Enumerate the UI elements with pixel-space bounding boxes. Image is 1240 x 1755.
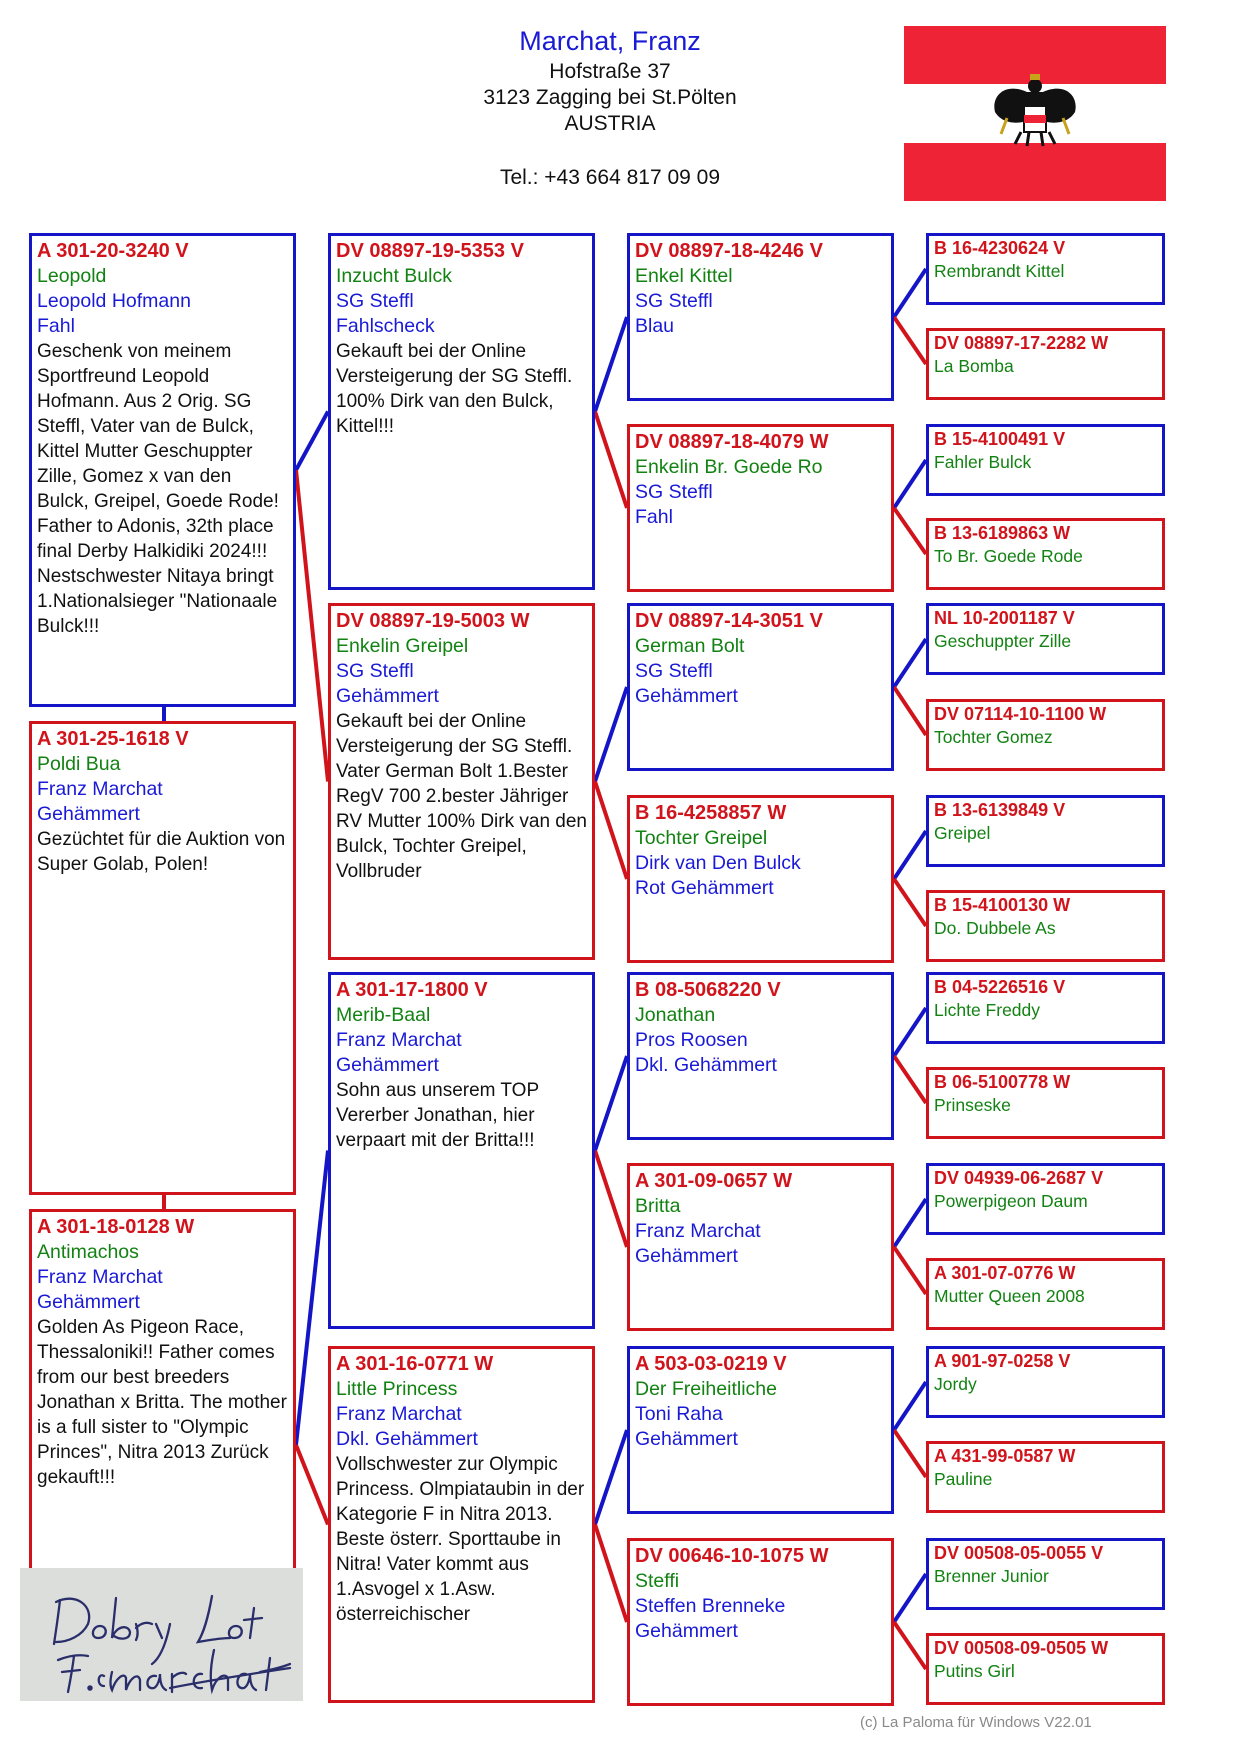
pigeon-ring: A 301-07-0776 W [934, 1263, 1076, 1283]
connector-to-father [894, 639, 926, 687]
pigeon-card-gg9 [926, 972, 1165, 1044]
pigeon-ring: DV 08897-19-5353 V [336, 240, 524, 262]
pigeon-ring: A 301-25-1618 V [37, 728, 189, 750]
pigeon-breeder: Leopold Hofmann [37, 290, 191, 312]
pigeon-colour: Fahlscheck [336, 315, 435, 337]
pigeon-ring: A 503-03-0219 V [635, 1353, 787, 1375]
connector-to-father [296, 412, 328, 471]
pigeon-card-p2 [328, 603, 595, 960]
pigeon-ring: A 301-09-0657 W [635, 1170, 793, 1192]
pigeon-card-g8 [627, 1538, 894, 1706]
pigeon-name: Little Princess [336, 1378, 458, 1400]
pigeon-ring: DV 04939-06-2687 V [934, 1168, 1104, 1188]
pigeon-ring: DV 00508-05-0055 V [934, 1543, 1104, 1563]
pigeon-card-gg10 [926, 1067, 1165, 1139]
connector-to-mother [894, 1622, 926, 1669]
pigeon-ring: A 901-97-0258 V [934, 1351, 1071, 1371]
pigeon-ring: DV 00646-10-1075 W [635, 1545, 829, 1567]
pigeon-ring: A 301-17-1800 V [336, 979, 488, 1001]
pigeon-colour: Rot Gehämmert [635, 877, 774, 899]
pigeon-card-p3 [328, 972, 595, 1329]
pigeon-remark: Gezüchtet für die Auktion von Super Golab, Polen! [37, 829, 286, 875]
connector-to-mother [595, 782, 627, 880]
pigeon-card-gg1 [926, 233, 1165, 305]
pigeon-colour: Gehämmert [635, 685, 738, 707]
pigeon-card-gg7 [926, 795, 1165, 867]
signature-image [20, 1568, 303, 1701]
pigeon-name: Enkel Kittel [635, 265, 733, 287]
pigeon-card-main1 [29, 233, 296, 707]
pigeon-breeder: Franz Marchat [336, 1403, 462, 1425]
connector-to-father [595, 1430, 627, 1525]
pigeon-colour: Gehämmert [635, 1245, 738, 1267]
pigeon-name: Mutter Queen 2008 [934, 1286, 1085, 1306]
pigeon-card-gg16 [926, 1633, 1165, 1705]
pigeon-remark: Golden As Pigeon Race, Thessaloniki!! Father comes from our best breeders Jonathan x Britta. The mother is a full sister to "Olympic Princes", Nitra 2013 Zurück gekauft!!! [37, 1317, 287, 1488]
pigeon-remark: Gekauft bei der Online Versteigerung der SG Steffl. 100% Dirk van den Bulck, Kittel!!! [336, 341, 573, 437]
pigeon-breeder: SG Steffl [336, 660, 414, 682]
pigeon-breeder: Dirk van Den Bulck [635, 852, 801, 874]
pigeon-name: Brenner Junior [934, 1566, 1049, 1586]
connector-to-mother [894, 1056, 926, 1103]
pigeon-name: Enkelin Greipel [336, 635, 469, 657]
pigeon-name: Fahler Bulck [934, 452, 1032, 472]
pigeon-colour: Fahl [37, 315, 75, 337]
pigeon-ring: DV 07114-10-1100 W [934, 704, 1107, 724]
connector-to-father [894, 269, 926, 317]
pigeon-card-gg11 [926, 1163, 1165, 1235]
pigeon-name: Antimachos [37, 1241, 139, 1263]
pigeon-card-g2 [627, 424, 894, 592]
pigeon-name: Pauline [934, 1469, 993, 1489]
pigeon-breeder: Franz Marchat [336, 1029, 462, 1051]
connector-to-mother [894, 687, 926, 735]
pigeon-breeder: Pros Roosen [635, 1029, 748, 1051]
pigeon-card-gg13 [926, 1346, 1165, 1418]
pigeon-card-gg12 [926, 1258, 1165, 1330]
pigeon-name: To Br. Goede Rode [934, 546, 1083, 566]
pigeon-card-p4 [328, 1346, 595, 1703]
pigeon-colour: Gehämmert [635, 1428, 738, 1450]
pigeon-ring: NL 10-2001187 V [934, 608, 1075, 628]
pigeon-ring: B 16-4258857 W [635, 802, 787, 824]
pigeon-name: Jonathan [635, 1004, 716, 1026]
pigeon-name: Do. Dubbele As [934, 918, 1056, 938]
pigeon-breeder: Toni Raha [635, 1403, 723, 1425]
owner-street: Hofstraße 37 [549, 60, 671, 83]
pigeon-remark: Gekauft bei der Online Versteigerung der SG Steffl. Vater German Bolt 1.Bester RegV 700 2.bester Jähriger RV Mutter 100% Dirk van den Bulck, Tochter Greipel, Vollbruder [336, 711, 587, 882]
pigeon-name: Prinseske [934, 1095, 1011, 1115]
connector-to-father [595, 317, 627, 412]
connector-to-mother [296, 470, 328, 782]
pigeon-name: Enkelin Br. Goede Ro [635, 456, 823, 478]
pigeon-breeder: Franz Marchat [37, 1266, 163, 1288]
pigeon-name: Poldi Bua [37, 753, 121, 775]
pigeon-ring: DV 08897-18-4079 W [635, 431, 829, 453]
pigeon-name: Merib-Baal [336, 1004, 431, 1026]
pigeon-ring: B 15-4100130 W [934, 895, 1071, 915]
pigeon-name: La Bomba [934, 356, 1014, 376]
pigeon-ring: DV 08897-17-2282 W [934, 333, 1109, 353]
pigeon-card-p1 [328, 233, 595, 590]
pigeon-breeder: Franz Marchat [37, 778, 163, 800]
pigeon-ring: DV 08897-18-4246 V [635, 240, 823, 262]
owner-name: Marchat, Franz [519, 26, 701, 56]
pigeon-card-g5 [627, 972, 894, 1140]
pigeon-card-gg5 [926, 603, 1165, 675]
pigeon-ring: B 16-4230624 V [934, 238, 1066, 258]
pigeon-name: German Bolt [635, 635, 745, 657]
connector-to-mother [894, 1247, 926, 1294]
pigeon-ring: DV 08897-14-3051 V [635, 610, 823, 632]
connector-to-mother [595, 412, 627, 509]
pigeon-card-gg2 [926, 328, 1165, 400]
pigeon-name: Tochter Greipel [635, 827, 768, 849]
pigeon-card-g3 [627, 603, 894, 771]
pigeon-colour: Gehämmert [336, 1054, 439, 1076]
pigeon-name: Leopold [37, 265, 107, 287]
connector-to-mother [894, 1430, 926, 1477]
pigeon-ring: A 431-99-0587 W [934, 1446, 1076, 1466]
pigeon-ring: DV 00508-09-0505 W [934, 1638, 1109, 1658]
connector-to-father [894, 1199, 926, 1247]
pigeon-ring: B 08-5068220 V [635, 979, 781, 1001]
pigeon-remark: Sohn aus unserem TOP Vererber Jonathan, hier verpaart mit der Britta!!! [336, 1080, 539, 1151]
pigeon-card-gg14 [926, 1441, 1165, 1513]
connector-to-mother [894, 317, 926, 364]
pigeon-ring: A 301-16-0771 W [336, 1353, 494, 1375]
pigeon-name: Tochter Gomez [934, 727, 1053, 747]
connector-to-mother [595, 1151, 627, 1248]
pigeon-name: Lichte Freddy [934, 1000, 1041, 1020]
handwritten-signature [20, 1568, 303, 1701]
pigeon-colour: Gehämmert [37, 1291, 140, 1313]
pigeon-colour: Gehämmert [37, 803, 140, 825]
pigeon-breeder: SG Steffl [635, 660, 713, 682]
pigeon-colour: Gehämmert [635, 1620, 738, 1642]
pigeon-name: Der Freiheitliche [635, 1378, 777, 1400]
pigeon-card-g1 [627, 233, 894, 401]
pigeon-name: Greipel [934, 823, 991, 843]
connector-to-father [894, 831, 926, 879]
pigeon-card-main2 [29, 721, 296, 1195]
connector-to-father [296, 1151, 328, 1446]
pigeon-ring: A 301-20-3240 V [37, 240, 189, 262]
owner-country: AUSTRIA [564, 112, 656, 135]
pigeon-card-gg15 [926, 1538, 1165, 1610]
pigeon-breeder: SG Steffl [336, 290, 414, 312]
owner-city: 3123 Zagging bei St.Pölten [483, 86, 737, 109]
connector-to-mother [595, 1525, 627, 1623]
connector-to-father [595, 1056, 627, 1151]
pigeon-card-gg3 [926, 424, 1165, 496]
software-credit: (c) La Paloma für Windows V22.01 [860, 1714, 1092, 1731]
pigeon-ring: DV 08897-19-5003 W [336, 610, 530, 632]
pigeon-colour: Dkl. Gehämmert [336, 1428, 478, 1450]
pigeon-name: Inzucht Bulck [336, 265, 452, 287]
pigeon-card-gg8 [926, 890, 1165, 962]
owner-phone: Tel.: +43 664 817 09 09 [499, 166, 721, 189]
connector-to-mother [894, 879, 926, 926]
pigeon-name: Jordy [934, 1374, 977, 1394]
pigeon-ring: B 13-6189863 W [934, 523, 1071, 543]
pigeon-colour: Blau [635, 315, 675, 337]
pigeon-name: Geschuppter Zille [934, 631, 1072, 651]
connector-to-father [894, 1382, 926, 1430]
pigeon-card-g6 [627, 1163, 894, 1331]
austria-flag-with-eagle-icon [904, 26, 1166, 201]
pigeon-colour: Fahl [635, 506, 673, 528]
pigeon-card-gg4 [926, 518, 1165, 590]
pigeon-colour: Gehämmert [336, 685, 439, 707]
pigeon-breeder: SG Steffl [635, 481, 713, 503]
connector-to-father [894, 1574, 926, 1622]
connector-to-mother [894, 508, 926, 554]
pigeon-ring: B 06-5100778 W [934, 1072, 1071, 1092]
connector-to-father [595, 687, 627, 782]
pigeon-ring: B 13-6139849 V [934, 800, 1066, 820]
connector-to-father [894, 460, 926, 508]
pigeon-breeder: Franz Marchat [635, 1220, 761, 1242]
pigeon-card-g4 [627, 795, 894, 963]
pigeon-breeder: SG Steffl [635, 290, 713, 312]
pigeon-card-gg6 [926, 699, 1165, 771]
connector-to-mother [296, 1445, 328, 1525]
pigeon-ring: A 301-18-0128 W [37, 1216, 195, 1238]
pigeon-remark: Geschenk von meinem Sportfreund Leopold Hofmann. Aus 2 Orig. SG Steffl, Vater van de Bulck, Kittel Mutter Geschuppter Zille, Gomez x van den Bulck, Greipel, Goede Rode! Father to Adonis, 32th place final Derby Halkidiki 2024!!! Nestschwester Nitaya bringt 1.Nationalsieger "Nationaale Bulck!!! [37, 341, 279, 637]
pigeon-breeder: Steffen Brenneke [635, 1595, 786, 1617]
pigeon-card-g7 [627, 1346, 894, 1514]
pigeon-name: Steffi [635, 1570, 680, 1592]
pigeon-ring: B 04-5226516 V [934, 977, 1066, 997]
connector-to-father [894, 1008, 926, 1056]
pigeon-colour: Dkl. Gehämmert [635, 1054, 777, 1076]
pigeon-remark: Vollschwester zur Olympic Princess. Olmpiataubin in der Kategorie F in Nitra 2013. Beste österr. Sporttaube in Nitra! Vater kommt aus 1.Asvogel x 1.Asw. österreichischer [336, 1454, 585, 1625]
pigeon-name: Powerpigeon Daum [934, 1191, 1088, 1211]
pigeon-name: Putins Girl [934, 1661, 1015, 1681]
pigeon-name: Rembrandt Kittel [934, 261, 1065, 281]
pigeon-ring: B 15-4100491 V [934, 429, 1066, 449]
pigeon-name: Britta [635, 1195, 681, 1217]
